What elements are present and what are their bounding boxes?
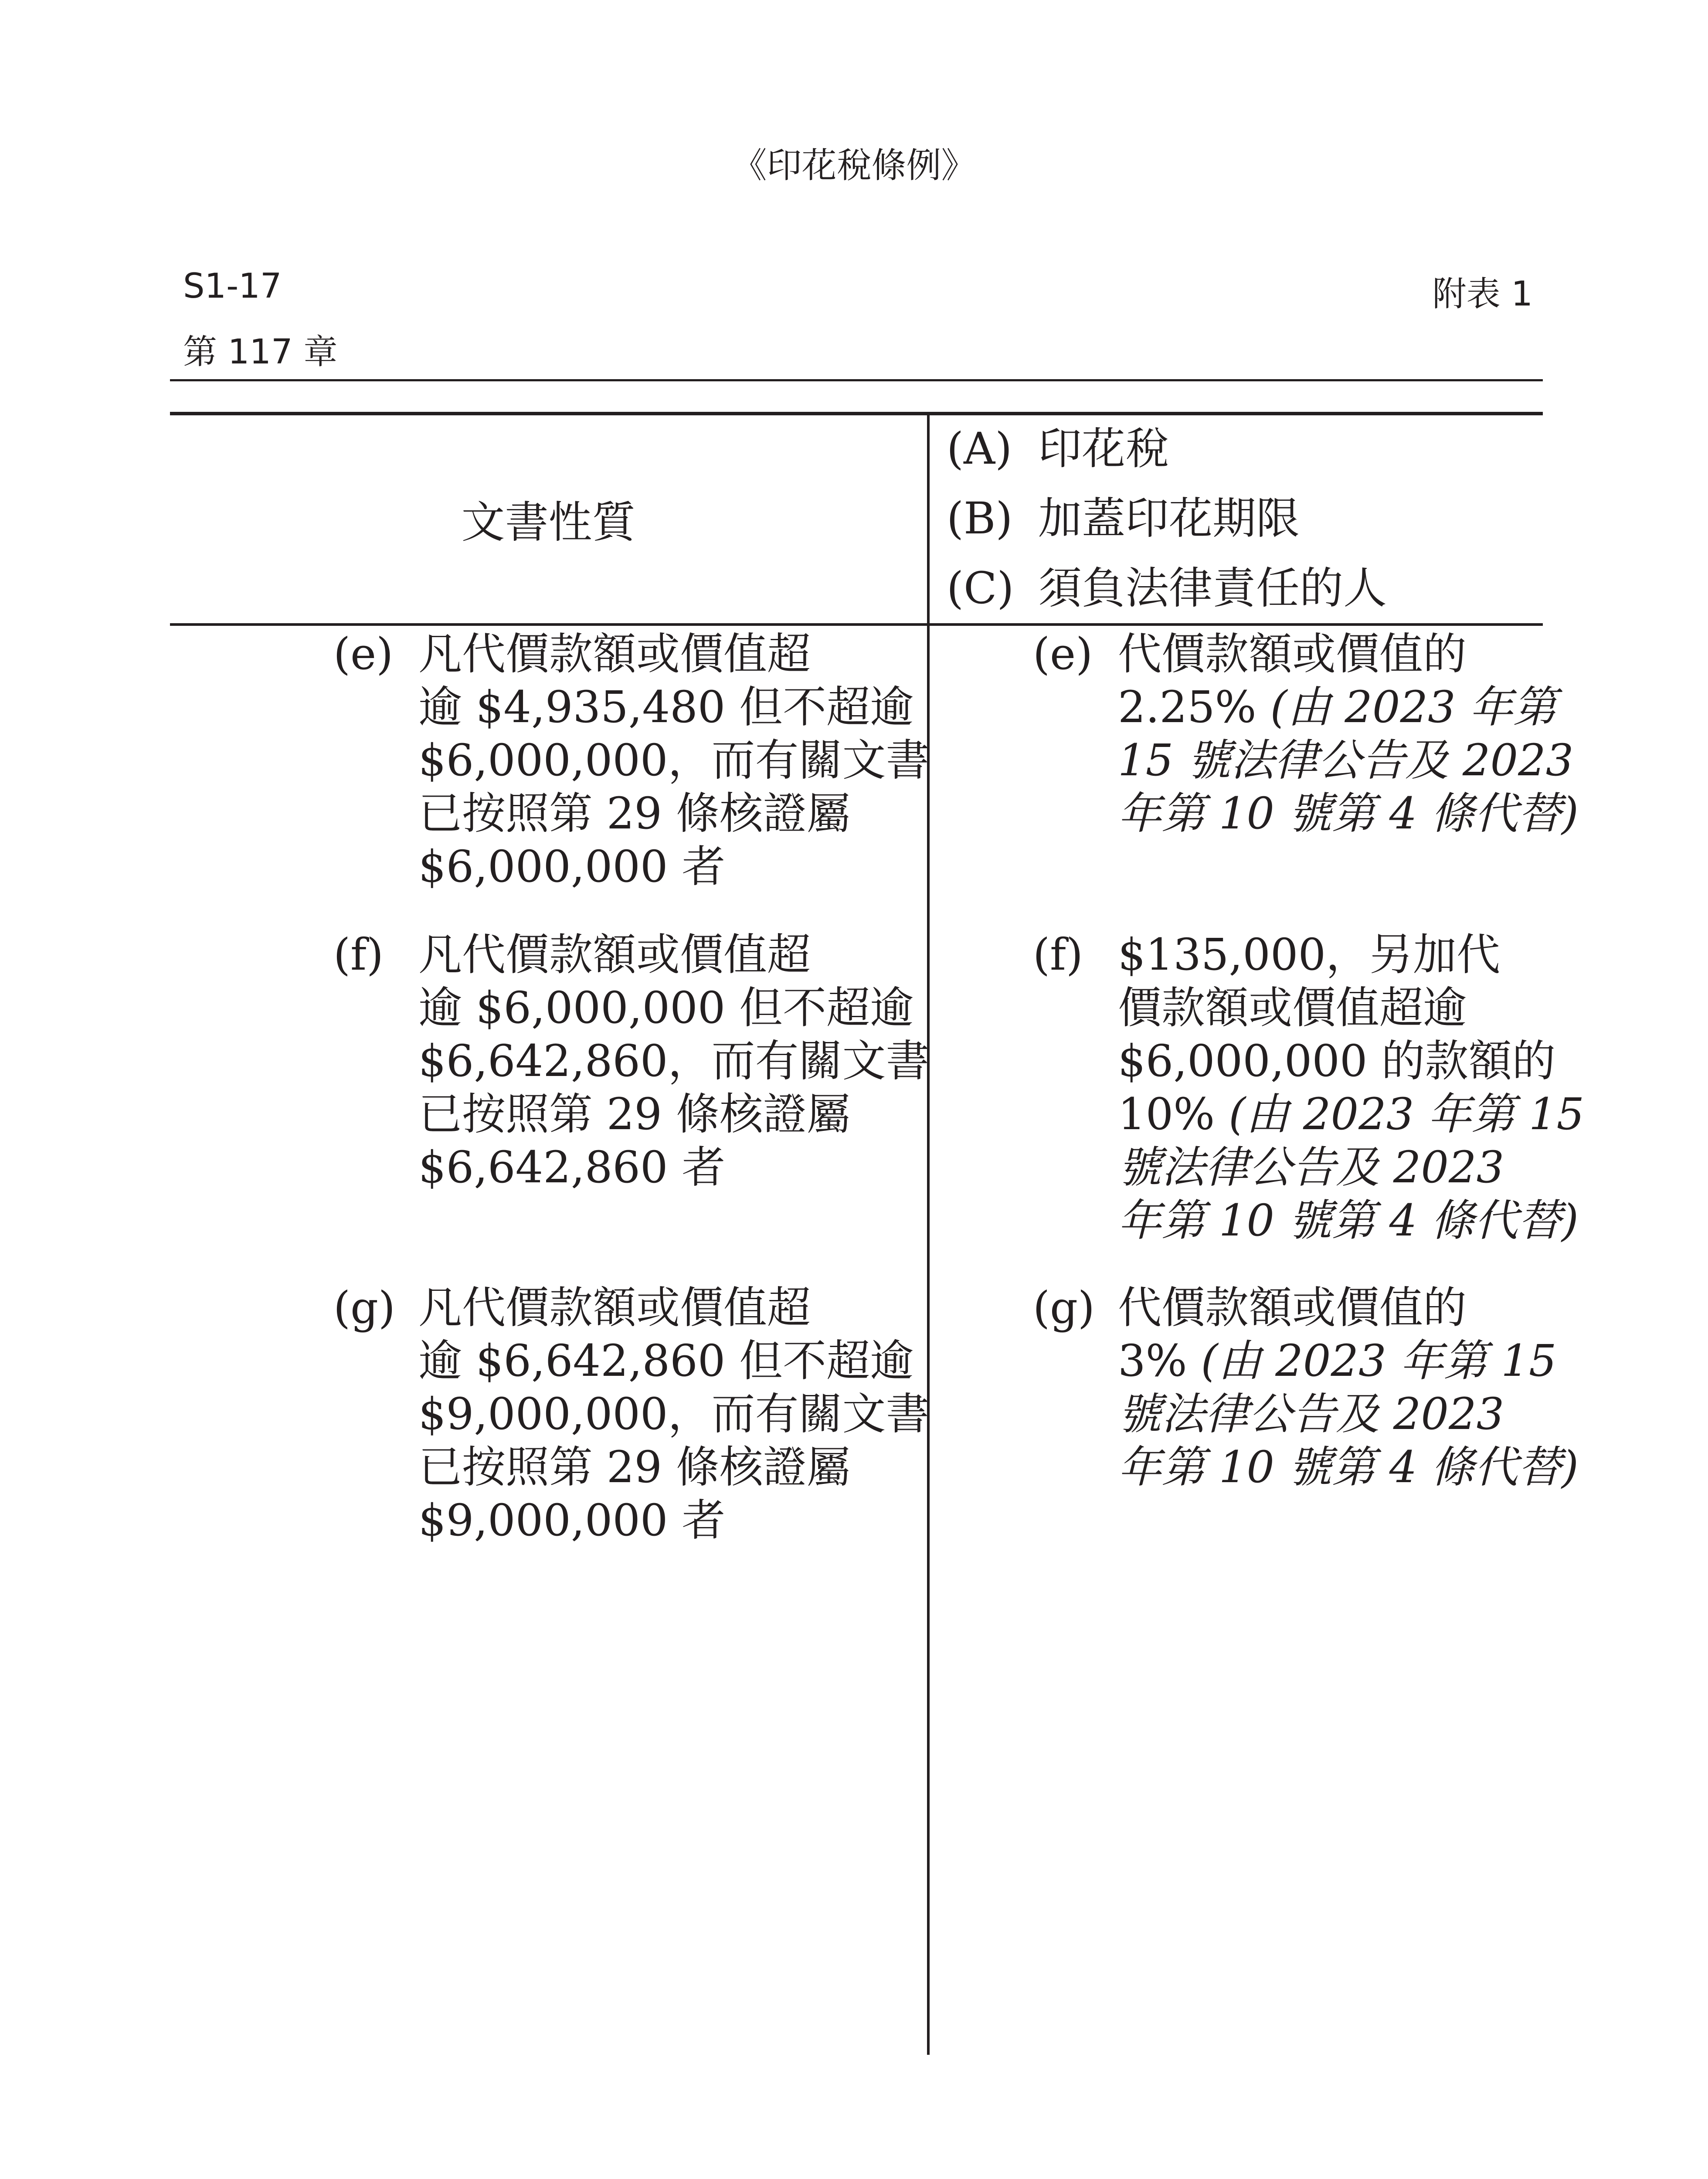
table-heading-rule <box>170 623 1543 626</box>
entry-line: $6,642,860，而有關文書 <box>418 1035 930 1086</box>
heading-text: 加蓋印花期限 <box>1038 493 1300 544</box>
entry-line: 已按照第 29 條核證屬 <box>418 1442 850 1493</box>
entry-line: $6,642,860 者 <box>418 1142 726 1193</box>
entry-text: 2.25% <box>1118 682 1270 733</box>
entry-line: 已按照第 29 條核證屬 <box>418 1089 850 1140</box>
entry-label: (g) <box>1033 1282 1095 1333</box>
entry-text: 3% <box>1118 1335 1201 1386</box>
chapter-number: 第 117 章 <box>183 333 338 372</box>
entry-label: (g) <box>333 1282 396 1333</box>
header-rule <box>170 379 1543 381</box>
entry-line: $9,000,000 者 <box>418 1495 726 1546</box>
entry-line: 逾 $6,642,860 但不超逾 <box>418 1335 914 1386</box>
entry-line <box>1118 681 1579 734</box>
entry-text: 代價款額或價值的 <box>1118 628 1467 679</box>
amendment-note: (由 2023 年第 15 <box>1229 1089 1585 1140</box>
heading-label: (A) <box>947 423 1012 474</box>
entry-text: $6,000,000 的款額的 <box>1118 1035 1556 1086</box>
entry-line <box>1118 1388 1579 1441</box>
amendment-note: 15 號法律公告及 2023 <box>1118 735 1574 786</box>
heading-text: 須負法律責任的人 <box>1038 563 1387 614</box>
entry-text: 10% <box>1118 1089 1229 1140</box>
entry-line: $6,000,000 者 <box>418 841 726 892</box>
amendment-note: (由 2023 年第 15 <box>1201 1335 1557 1386</box>
column-heading-nature-of-document: 文書性質 <box>461 497 636 548</box>
stamp-duty-entry-g <box>1033 1281 1579 1494</box>
entry-line: 逾 $6,000,000 但不超逾 <box>418 982 914 1033</box>
entry-line <box>1118 1441 1579 1494</box>
entry-line <box>1118 787 1579 840</box>
table-top-rule <box>170 412 1543 415</box>
document-nature-entry-f <box>333 928 930 1194</box>
entry-text: 代價款額或價值的 <box>1118 1282 1467 1333</box>
entry-line: $9,000,000，而有關文書 <box>418 1388 930 1439</box>
entry-label: (e) <box>333 628 394 679</box>
entry-line <box>1118 1194 1584 1247</box>
section-code: S1-17 <box>183 267 282 306</box>
heading-label: (B) <box>947 493 1013 544</box>
entry-line <box>1118 928 1584 981</box>
column-heading-c <box>947 560 1387 617</box>
entry-line: 凡代價款額或價值超 <box>418 628 811 679</box>
entry-line: $6,000,000，而有關文書 <box>418 735 930 786</box>
document-nature-entry-g <box>333 1281 930 1547</box>
amendment-note: 號法律公告及 2023 <box>1118 1388 1504 1439</box>
entry-line <box>1118 1334 1579 1388</box>
document-title: 《印花稅條例》 <box>732 145 976 186</box>
entry-label: (e) <box>1033 628 1093 679</box>
schedule-label: 附表 1 <box>1432 275 1533 314</box>
column-heading-b <box>947 490 1300 547</box>
entry-line <box>1118 734 1579 787</box>
document-nature-entry-e <box>333 628 930 893</box>
stamp-duty-entry-f <box>1033 928 1585 1247</box>
entry-line: 凡代價款額或價值超 <box>418 929 811 980</box>
entry-line <box>1118 1088 1584 1141</box>
entry-line <box>1118 1035 1584 1088</box>
entry-line <box>1118 981 1584 1035</box>
entry-label: (f) <box>333 929 384 980</box>
entry-line <box>1118 1141 1584 1194</box>
amendment-note: 號法律公告及 2023 <box>1118 1142 1504 1193</box>
amendment-note: (由 2023 年第 <box>1270 682 1557 733</box>
entry-line: 凡代價款額或價值超 <box>418 1282 811 1333</box>
entry-line: 逾 $4,935,480 但不超逾 <box>418 682 914 733</box>
entry-text: 價款額或價值超逾 <box>1118 982 1467 1033</box>
stamp-duty-entry-e <box>1033 628 1579 840</box>
column-heading-a <box>947 421 1169 477</box>
heading-label: (C) <box>947 563 1014 614</box>
entry-text: $135,000，另加代 <box>1118 929 1501 980</box>
amendment-note: 年第 10 號第 4 條代替) <box>1118 788 1579 839</box>
entry-line <box>1118 1281 1579 1334</box>
entry-line <box>1118 628 1579 681</box>
heading-text: 印花稅 <box>1038 423 1169 474</box>
amendment-note: 年第 10 號第 4 條代替) <box>1118 1195 1579 1246</box>
amendment-note: 年第 10 號第 4 條代替) <box>1118 1442 1579 1493</box>
entry-line: 已按照第 29 條核證屬 <box>418 788 850 839</box>
entry-label: (f) <box>1033 929 1083 980</box>
